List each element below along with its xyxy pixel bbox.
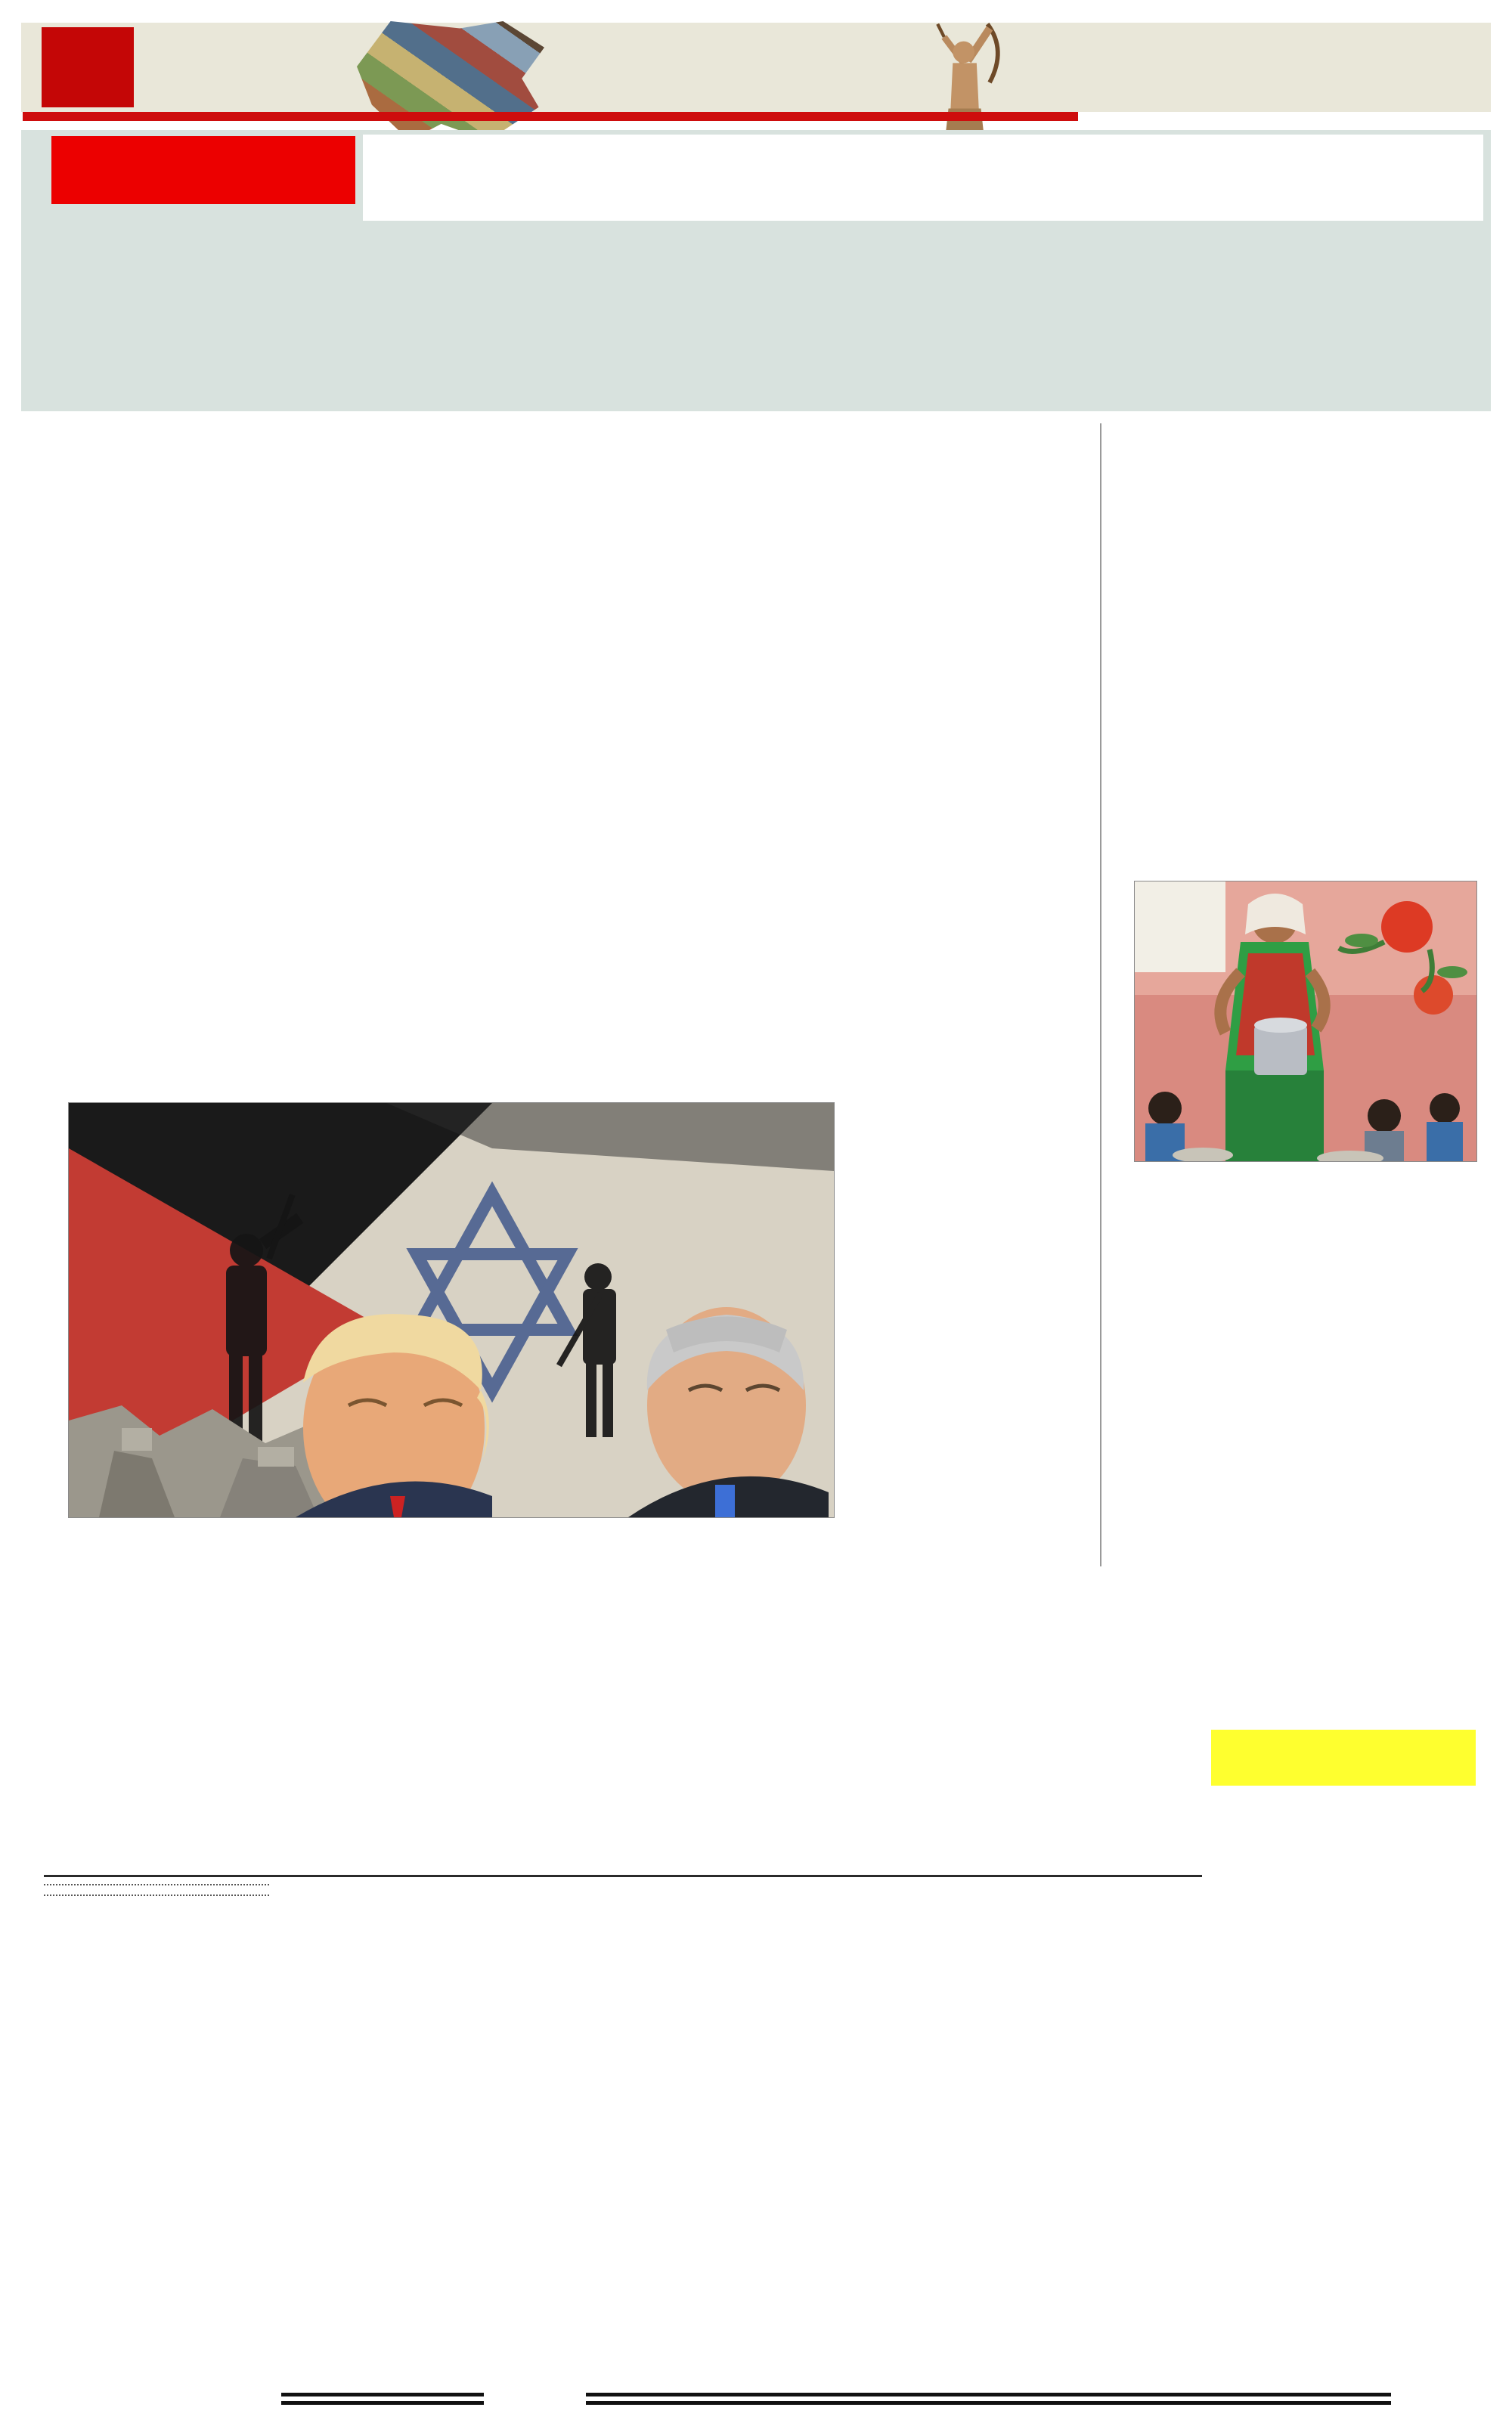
editorial-section — [21, 130, 1491, 411]
gaza-column-below-photo — [306, 1521, 559, 1588]
bottom-rule — [586, 2393, 1391, 2405]
editorial-column — [399, 227, 753, 407]
editorial-column — [764, 227, 1117, 407]
balika-column — [1115, 721, 1294, 877]
ganatantra-column — [519, 1884, 744, 2383]
editorial-column — [51, 227, 393, 407]
balika-column — [1302, 1170, 1477, 1566]
top-print-marks — [0, 0, 1512, 11]
section-title — [559, 30, 892, 106]
page-number-badge — [42, 27, 134, 107]
sidebar-title — [1211, 1730, 1476, 1786]
ganatantra-column — [756, 1884, 981, 2383]
midday-meal-photo — [1134, 881, 1477, 1162]
gaza-column — [45, 692, 299, 1099]
gaza-headline — [42, 416, 1098, 497]
editorial-label — [51, 136, 355, 204]
intro-rule — [44, 1875, 1202, 1877]
trump-face — [296, 1314, 492, 1517]
editorial-headline — [363, 135, 1483, 221]
balika-headline — [1105, 420, 1477, 591]
ganatantra-column — [44, 1884, 269, 2383]
jharkhand-map-collage-image — [357, 21, 544, 141]
gaza-intro — [44, 503, 1096, 652]
gaza-war-photo — [68, 1102, 835, 1518]
editorial-column — [1128, 227, 1476, 407]
balika-column — [1115, 1170, 1294, 1566]
masthead — [1232, 38, 1482, 45]
ganatantra-column — [993, 1884, 1202, 2383]
gaza-column-below-photo — [567, 1521, 820, 1588]
bottom-rule — [281, 2393, 484, 2405]
sidebar-text — [1211, 1796, 1476, 2331]
ganatantra-intro — [44, 1718, 1202, 1869]
balika-subhead — [1105, 596, 1477, 692]
gaza-column — [306, 665, 559, 1099]
gaza-column — [567, 665, 820, 1099]
balika-column — [1302, 696, 1477, 877]
column-divider — [1100, 423, 1101, 1566]
gaza-column-below-photo — [45, 1521, 299, 1588]
gaza-column — [828, 665, 1092, 1586]
ganatantra-byline — [44, 1884, 269, 1896]
ganatantra-column — [281, 1884, 507, 2383]
header-red-rule — [23, 112, 1078, 121]
